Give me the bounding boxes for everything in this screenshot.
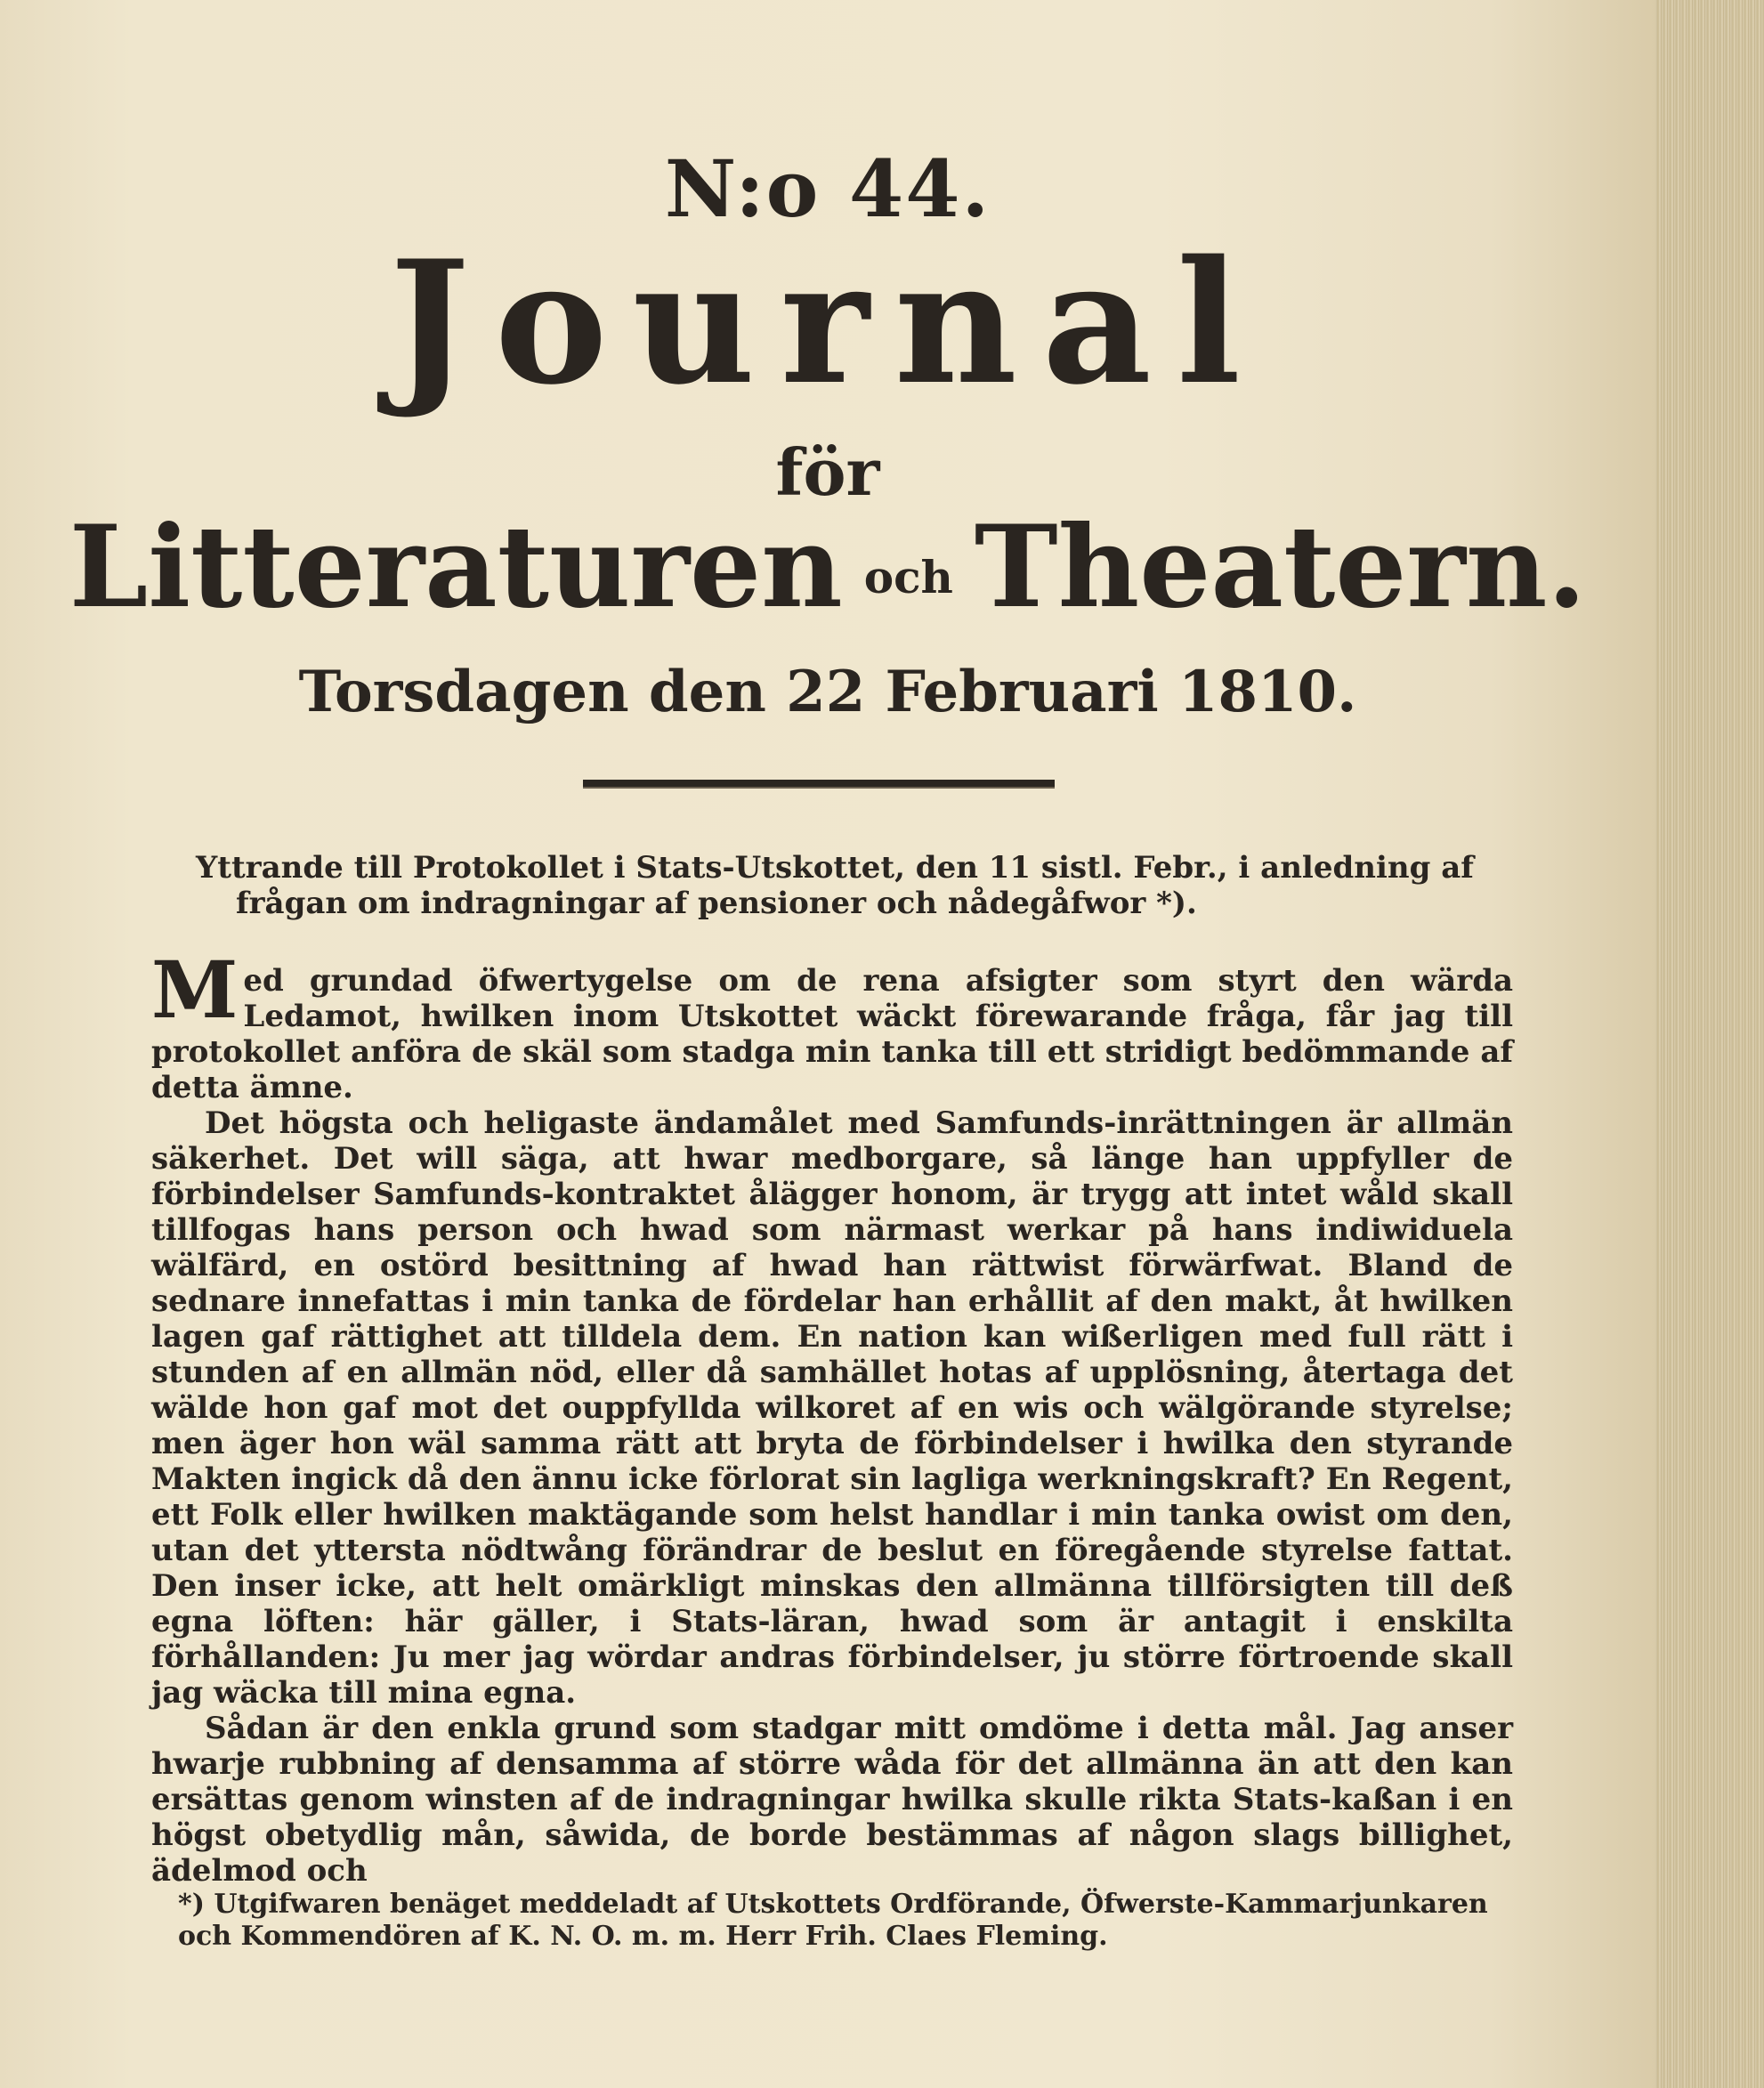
article-heading: Yttrande till Protokollet i Stats-Utskottet, den 11 sistl. Febr., i anledning af frågan om indragningar af pensioner och nådegåfwor *). [196,850,1474,921]
journal-title: Journal [389,223,1266,422]
dateline: Torsdagen den 22 Februari 1810. [298,659,1357,725]
paragraph-2: Det högsta och heligaste ändamålet med Samfunds-inrättningen är allmän säkerhet. Det will säga, att hwar medborgare, så länge han uppfyller de förbindelser Samfunds-kontraktet ålägger honom, är trygg att intet wåld skall tillfogas hans person och hwad som närmast werkar på hans indiwiduela wälfärd, en ostörd besittning af hwad han rättwist förwärfwat. Bland de sednare innefattas i min tanka de fördelar han erhållit af den makt, åt hwilken lagen gaf rättighet att tilldela dem. En nation kan wißerligen med full rätt i stunden af en allmän nöd, eller då samhället hotas af upplösning, återtaga det wälde hon gaf mot det ouppfyllda wilkoret af en wis och wälgörande styrelse; men äger hon wäl samma rätt att bryta de förbindelser i hwilka den styrande Makten ingick då den ännu icke förlorat sin lagliga werkningskraft? En Regent, ett Folk eller hwilken maktägande som helst handlar i min tanka owist om den, utan det yttersta nödtwång förändrar de beslut en föregående styrelse fattat. Den inser icke, att helt omärkligt minskas den allmänna tillförsigten till deß egna löften: här gäller, i Stats-läran, hwad som är antagit i enskilta förhållanden: Ju mer jag wördar andras förbindelser, ju större förtroende skall jag wäcka till mina egna. [151,1105,1513,1711]
journal-subtitle [0,501,1655,633]
footnote: *) Utgifwaren benäget meddeladt af Utskottets Ordförande, Öfwerste-Kammarjunkaren och Kommendören af K. N. O. m. m. Herr Frih. Claes Fleming. [178,1889,1488,1952]
title-connector: för [775,434,880,510]
paragraph-1 [151,943,1513,1105]
subtitle-right: Theatern. [974,501,1587,633]
drop-cap: M [151,943,239,1036]
paragraph-3: Sådan är den enkla grund som stadgar mitt omdöme i detta mål. Jag anser hwarje rubbning af densamma af större wåda för det allmänna än att den kan ersättas genom winsten af de indragningar hwilka skulle rikta Stats-kaßan i en högst obetydlig mån, såwida, de borde bestämmas af någon slags billighet, ädelmod och [151,1711,1513,1889]
paragraph-1-text: ed grundad öfwertygelse om de rena afsigter som styrt den wärda Ledamot, hwilken inom Utskottet wäckt förewarande fråga, får jag till protokollet anföra de skäl som stadga min tanka till ett stridigt bedömmande af detta ämne. [151,963,1513,1105]
subtitle-left: Litteraturen [69,501,843,633]
subtitle-och: och [863,550,953,603]
divider-rule [583,780,1055,789]
article-body [151,943,1513,1889]
issue-number: N:o 44. [664,142,991,235]
book-fore-edge [1655,0,1764,2088]
